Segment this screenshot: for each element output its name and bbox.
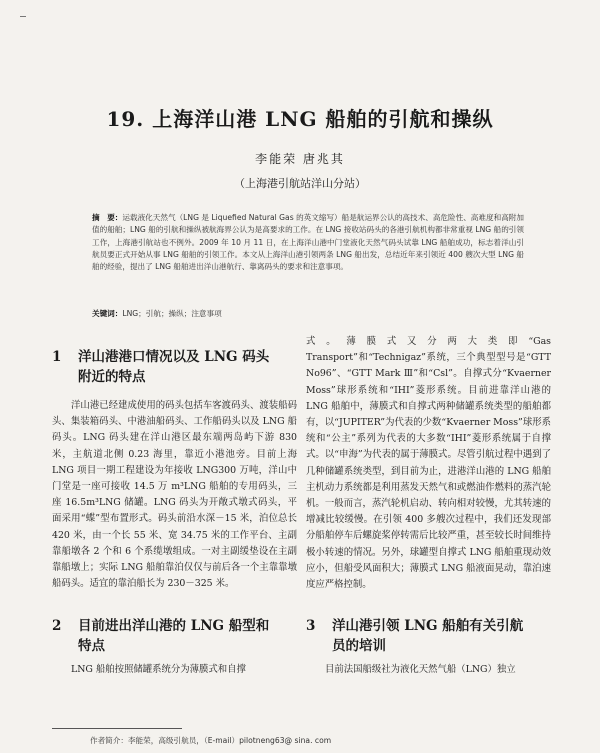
section-1-body: 洋山港已经建成使用的码头包括车客渡码头、渡装船码头、集装箱码头、中港油船码头、工作船码头以及 LNG 船码头。LNG 码头建在洋山港区最东端两岛屿下游 830 米，主航道北侧 0.23 海里，靠近小港池旁。目前上海 LNG 项目一期工程建设为年接收 LNG300 万吨，洋山中门堂是一座可接收 14.5 万 m³LNG 船舶的专用码头，三座 16.5m³LNG 储罐。LNG 码头为开敞式墩式码头，平面采用“蝶”型布置形式。码头前沿水深－15 米，泊位总长 420 米，由一个长 55 米、宽 34.75 米的工作平台、主副靠船墩各 2 个和 6 个系缆墩组成。一对主副缓垫设在主副靠船墩上；实际 LNG 船舶靠泊仅仅与前后各一个主靠靠墩船码头。适宜的靠泊船长为 230－325 米。 bbox=[52, 400, 297, 590]
section-3-title-line1: 洋山港引领 LNG 船舶有关引航 bbox=[332, 618, 524, 634]
section-1-heading bbox=[52, 347, 302, 387]
abstract bbox=[92, 212, 524, 273]
section-3-title-line2: 员的培训 bbox=[332, 638, 386, 654]
keywords-text: LNG；引航；操纵；注意事项 bbox=[122, 309, 222, 318]
section-1-number: 1 bbox=[52, 349, 62, 365]
right-column-body: 式。薄膜式又分两大类即“Gas Transport”和“Technigaz”系统，三个典型型号是“GTT No96”、“GTT Mark Ⅲ”和“Csl”。自撑式分“Kvaerner Moss”球形系统和“IHI”菱形系统。目前进靠洋山港的 LNG 船舶中，薄膜式和自撑式两种储罐系统类型的船舶都有，以“JUPITER”为代表的少数“Kvaerner Moss”球形系统和“公主”系列为代表的大多数“IHI”菱形系统属于自撑式。以“申海”为代表的属于薄膜式。尽管引航过程中遇到了几种储罐系统类型，到目前为止，进港洋山港的 LNG 船舶主机动力系统都是利用蒸发天然气和或燃油作燃料的蒸汽轮机。一般而言，蒸汽轮机启动、转向相对较慢，尤其转速的增减比较缓慢。在引领 400 多艘次过程中，我们还发现部分船舶停车后螺旋桨停转需后比较严重，甚至较长时间维持极小转速的情况。另外，球罐型自撑式 LNG 船舶重现动效应小，但船受风面积大；薄膜式 LNG 船液面晃动，靠泊速度应严格控制。 bbox=[306, 336, 551, 591]
section-3-number: 3 bbox=[306, 618, 316, 634]
section-1-title-line1: 洋山港港口情况以及 LNG 码头 bbox=[78, 349, 270, 365]
section-3-heading bbox=[306, 616, 556, 656]
corner-mark bbox=[20, 16, 26, 21]
section-3-body: 目前法国船级社为液化天然气船（LNG）独立 bbox=[325, 664, 516, 675]
section-2-title-line2: 特点 bbox=[78, 638, 105, 654]
keywords bbox=[92, 308, 524, 319]
paper-authors: 李能荣 唐兆其 bbox=[255, 152, 345, 166]
footnote-rule bbox=[52, 728, 182, 729]
abstract-text: 运载液化天然气（LNG 是 Liquefied Natural Gas 的英文缩写）船是航运界公认的高技术、高危险性、高难度和高附加值的船舶；LNG 船的引航和操纵被航海界公认为是高要求的工作。在 LNG 接收站码头的各港引航机构都非常重视 LNG 船的引领工作，上海港引航站也不例外。2009 年 10 月 11 日，在上海洋山港中门堂液化天然气码头试靠 LNG 船舶成功，标志着洋山引航员要正式开始从事 LNG 船舶的引领工作。本文从上海洋山港引领两条 LNG 船出发，总结近年来引领近 400 艘次大型 LNG 船舶的经验，提出了 LNG 船舶进出洋山港航行、靠离码头的要求和注意事项。 bbox=[92, 213, 524, 272]
author-footnote: 作者简介：李能荣，高级引航员，（E-mail）pilotneng63@ sina. com bbox=[90, 736, 332, 745]
section-2-body: LNG 船舶按照储罐系统分为薄膜式和自撑 bbox=[71, 664, 246, 675]
keywords-label: 关键词： bbox=[92, 309, 123, 318]
section-2-title-line1: 目前进出洋山港的 LNG 船型和 bbox=[78, 618, 270, 634]
paper-affiliation: （上海港引航站洋山分站） bbox=[234, 177, 366, 190]
section-1-title-line2: 附近的特点 bbox=[78, 369, 146, 385]
section-2-number: 2 bbox=[52, 618, 62, 634]
abstract-label: 摘 要： bbox=[92, 213, 123, 222]
paper-title: 19. 上海洋山港 LNG 船舶的引航和操纵 bbox=[106, 107, 494, 131]
section-2-heading bbox=[52, 616, 302, 656]
